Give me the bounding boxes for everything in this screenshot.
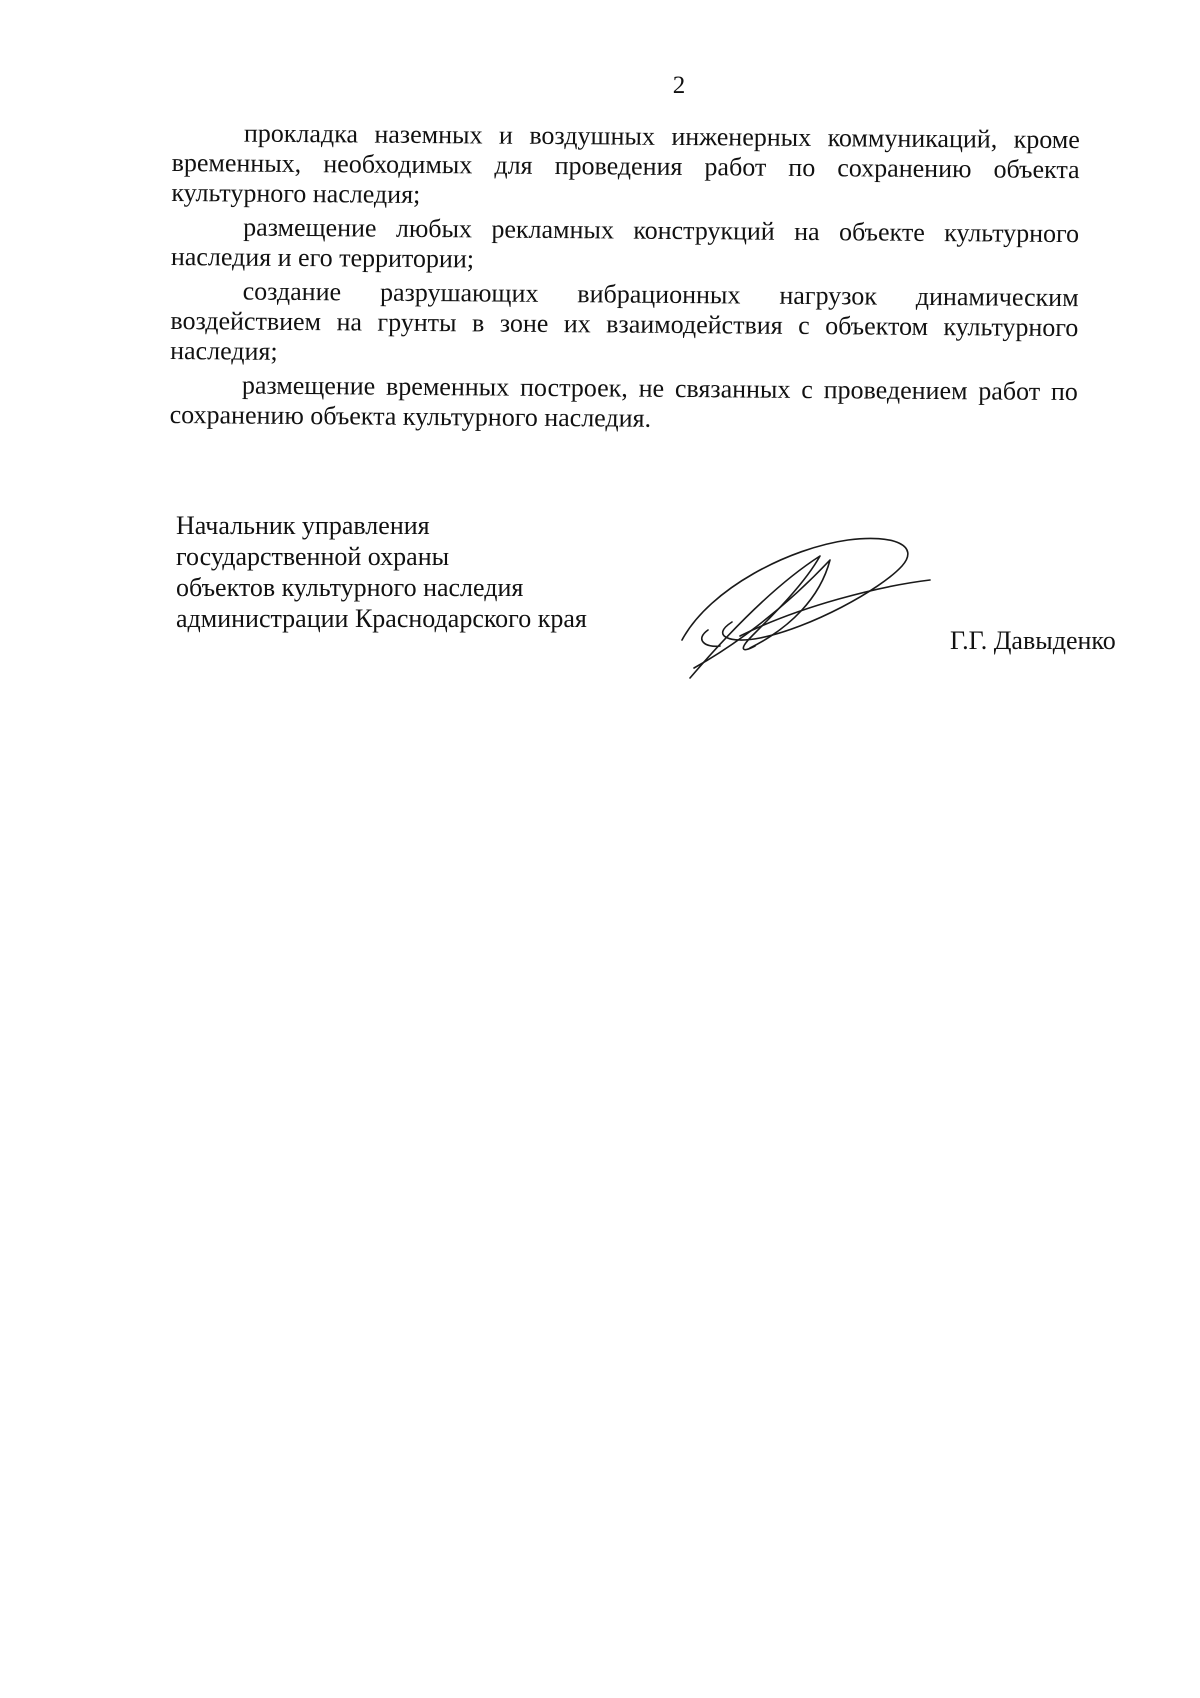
- signatory-title-line: объектов культурного наследия: [176, 573, 524, 602]
- signatory-title: [176, 510, 587, 634]
- signatory-title-line: государственной охраны: [176, 542, 450, 571]
- page-number: 2: [672, 72, 686, 99]
- signatory-title-line: Начальник управления: [176, 511, 430, 540]
- document-body: [170, 118, 1080, 441]
- paragraph: размещение любых рекламных конструкций на объекте культурного наследия и его территории;: [170, 212, 1080, 274]
- handwritten-signature: [680, 528, 940, 688]
- paragraph: размещение временных построек, не связанных с проведением работ по сохранению объекта культурного наследия.: [169, 370, 1078, 433]
- signer-name: Г.Г. Давыденко: [950, 626, 1116, 655]
- paragraph: прокладка наземных и воздушных инженерных коммуникаций, кроме временных, необходимых для проведения работ по сохранению объекта культурного наследия;: [171, 118, 1080, 209]
- paragraph: создание разрушающих вибрационных нагрузок динамическим воздействием на грунты в зоне их взаимодействия с объектом культурного наследия;: [170, 276, 1079, 366]
- signatory-title-line: администрации Краснодарского края: [176, 604, 587, 633]
